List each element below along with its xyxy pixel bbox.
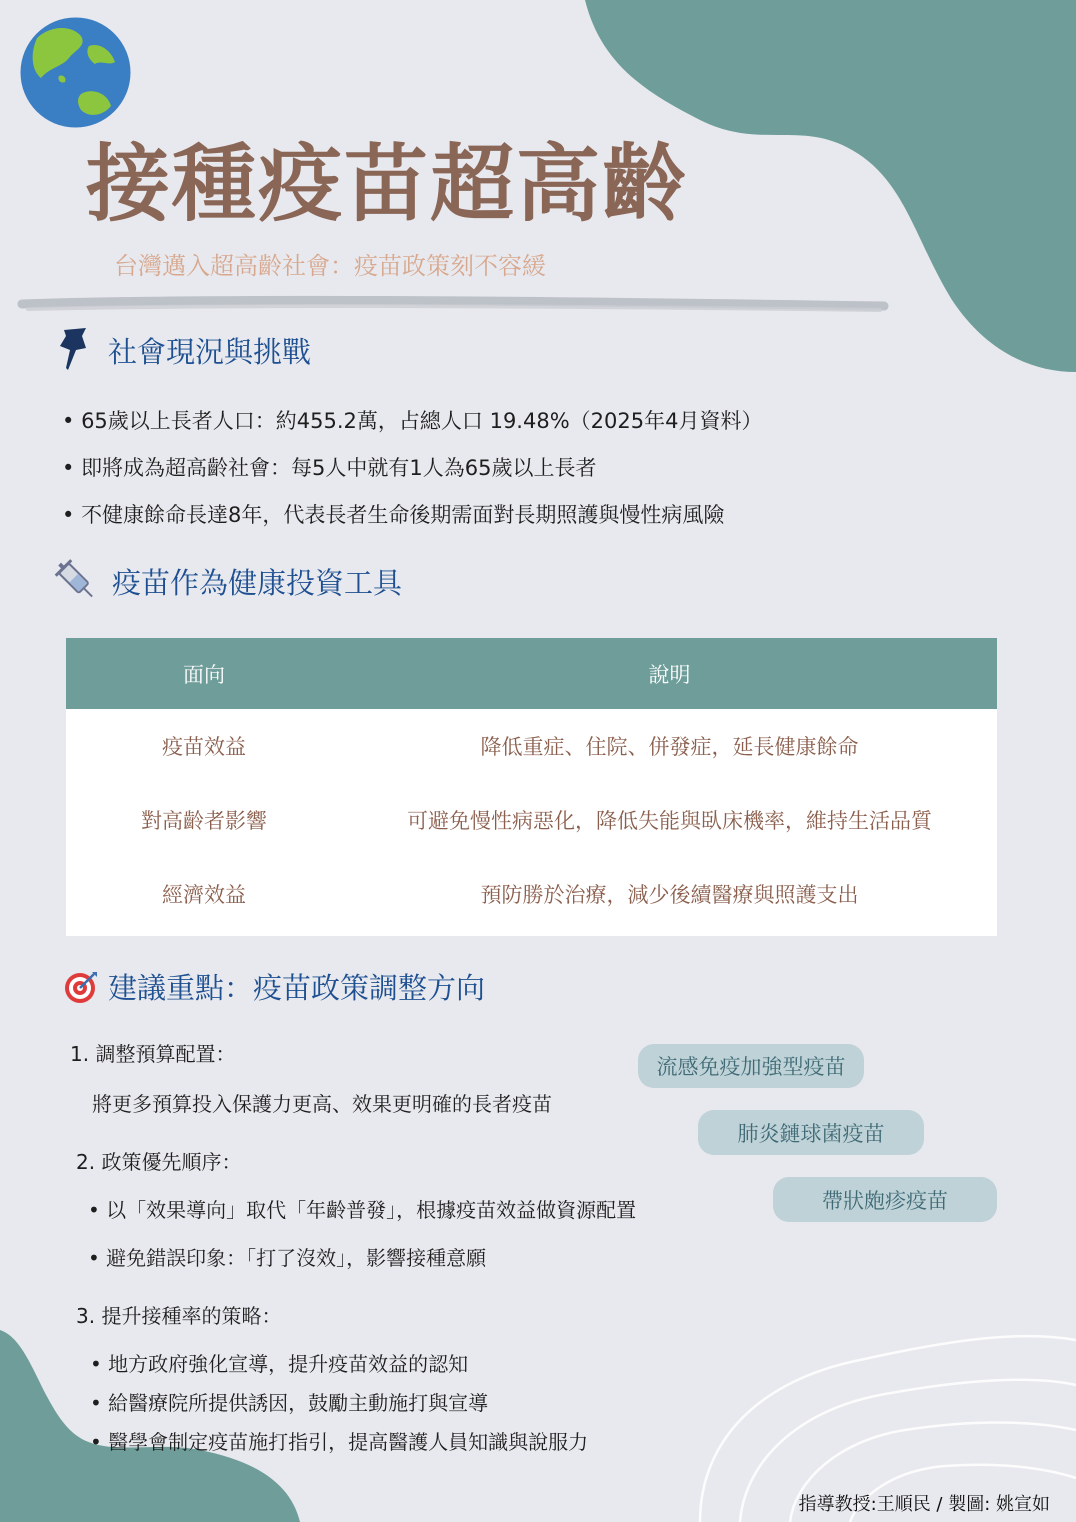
plan-point-title: 3. 提升接種率的策略：: [76, 1304, 282, 1328]
plan-point-title: 1. 調整預算配置：: [70, 1042, 236, 1066]
plan-bullet: • 避免錯誤印象：「打了沒效」，影響接種意願: [88, 1246, 487, 1270]
section-heading-investment: [54, 556, 402, 606]
bullet-item: • 即將成為超高齡社會：每5人中就有1人為65歲以上長者: [62, 445, 762, 492]
table-cell: 疫苗效益: [162, 735, 246, 759]
section-heading-text: 社會現況與挑戰: [108, 334, 312, 369]
table-cell: 可避免慢性病惡化，降低失能與臥床機率，維持生活品質: [407, 809, 932, 833]
vaccine-pill-pneumococcal: 肺炎鏈球菌疫苗: [698, 1110, 924, 1155]
plan-point-title: 2. 政策優先順序：: [76, 1150, 242, 1174]
section-heading-text: 建議重點：疫苗政策調整方向: [108, 971, 486, 1005]
table-cell: 降低重症、住院、併發症，延長健康餘命: [480, 735, 859, 759]
pushpin-icon: [56, 326, 98, 374]
plan-bullet: • 地方政府強化宣導，提升疫苗效益的認知: [90, 1352, 469, 1376]
page-title: 接種疫苗超高齡: [86, 135, 689, 233]
plan-bullet-text: 地方政府強化宣導，提升疫苗效益的認知: [108, 1352, 469, 1376]
vaccine-pill-shingles: 帶狀皰疹疫苗: [773, 1177, 997, 1222]
plan-bullet-text: 避免錯誤印象：「打了沒效」，影響接種意願: [106, 1246, 487, 1270]
table-header-cell: 面向: [183, 662, 225, 687]
table-header: [66, 638, 997, 709]
plan-bullet-text: 醫學會制定疫苗施打指引，提高醫護人員知識與說服力: [108, 1430, 589, 1454]
section-heading-recommendations: [64, 966, 485, 1007]
target-icon: [64, 970, 98, 1004]
table-row: [66, 709, 997, 783]
globe-icon: [19, 16, 132, 129]
table-cell: 預防勝於治療，減少後續醫療與照護支出: [480, 883, 859, 907]
bullet-item: • 不健康餘命長達8年，代表長者生命後期需面對長期照護與慢性病風險: [62, 492, 762, 539]
vaccine-pill-flu: 流感免疫加強型疫苗: [638, 1044, 864, 1088]
plan-bullet-text: 以「效果導向」取代「年齡普發」，根據疫苗效益做資源配置: [106, 1198, 637, 1222]
status-bullet-list: [62, 398, 762, 539]
table-row: [66, 783, 997, 857]
plan-bullet: • 給醫療院所提供誘因，鼓勵主動施打與宣導: [90, 1391, 489, 1415]
credit-text: 指導教授:王順民 / 製圖: 姚宣如: [798, 1494, 1050, 1515]
table-row: [66, 857, 997, 931]
table-cell: 對高齡者影響: [141, 809, 267, 833]
plan-bullet: • 以「效果導向」取代「年齡普發」，根據疫苗效益做資源配置: [88, 1198, 637, 1222]
plan-bullet-text: 給醫療院所提供誘因，鼓勵主動施打與宣導: [108, 1391, 489, 1415]
table-header-cell: 說明: [648, 662, 691, 687]
plan-bullet: • 醫學會制定疫苗施打指引，提高醫護人員知識與說服力: [90, 1430, 589, 1454]
plan-point-text: 將更多預算投入保護力更高、效果更明確的長者疫苗: [92, 1092, 552, 1116]
section-heading-text: 疫苗作為健康投資工具: [112, 565, 403, 600]
bullet-item: • 65歲以上長者人口：約455.2萬，占總人口 19.48%（2025年4月資料）: [62, 398, 762, 445]
page-subtitle: 台灣邁入超高齡社會：疫苗政策刻不容緩: [114, 252, 546, 280]
table-cell: 經濟效益: [162, 883, 246, 907]
syringe-icon: [54, 556, 102, 606]
section-heading-status: [56, 326, 311, 374]
vaccine-benefit-table: [66, 638, 997, 936]
